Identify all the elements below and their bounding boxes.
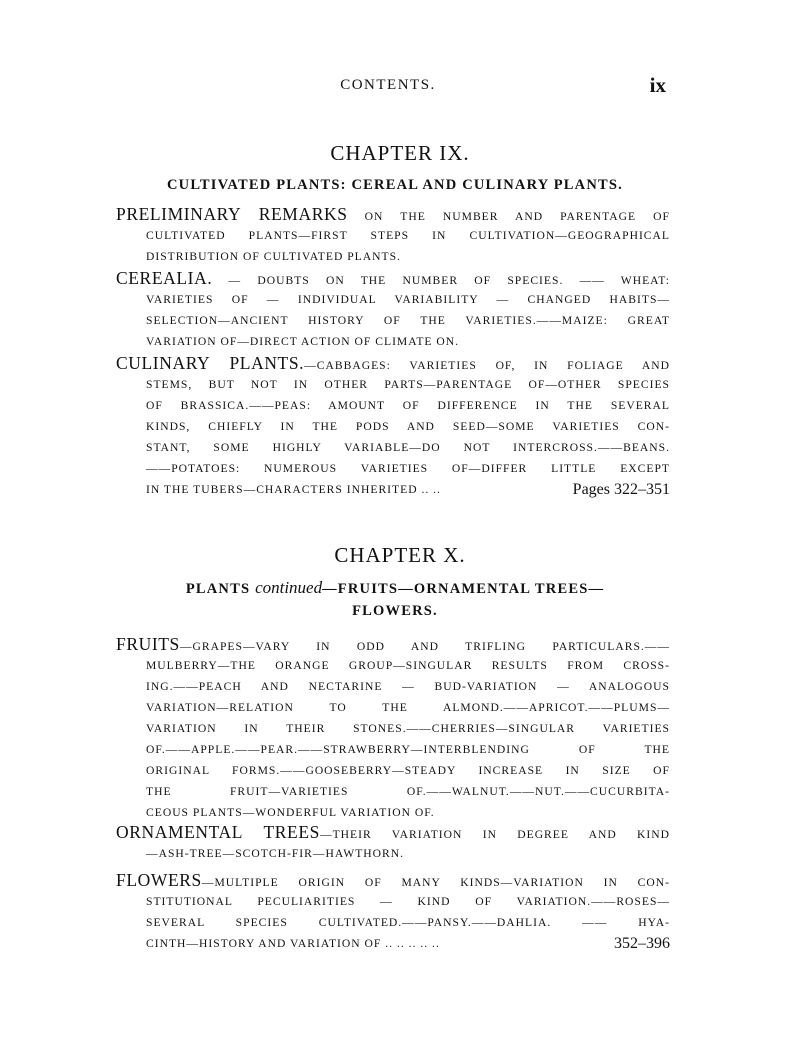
section-lead: FLOWERS — [116, 870, 202, 890]
page-number: ix — [649, 73, 666, 97]
section-text: VARIATION OF—DIRECT ACTION OF CLIMATE ON. — [146, 335, 460, 348]
section-fruits — [116, 634, 670, 823]
section-text: —CABBAGES: VARIETIES OF, IN FOLIAGE AND — [304, 359, 670, 372]
subtitle-italic: continued — [255, 578, 323, 597]
section-text: CEOUS PLANTS—WONDERFUL VARIATION OF. — [146, 806, 435, 819]
section-text: ING.——PEACH AND NECTARINE — BUD-VARIATION — ANALOGOUS — [146, 680, 670, 693]
chapter-10-heading: CHAPTER X. — [334, 543, 466, 567]
section-culinary-plants — [116, 353, 670, 500]
section-text: — DOUBTS ON THE NUMBER OF SPECIES. —— WHEAT: — [212, 274, 670, 287]
section-text: SELECTION—ANCIENT HISTORY OF THE VARIETIES.——MAIZE: GREAT — [146, 314, 670, 327]
section-lead: CULINARY PLANTS. — [116, 353, 305, 373]
section-text: MULBERRY—THE ORANGE GROUP—SINGULAR RESULTS FROM CROSS- — [146, 659, 670, 672]
section-text: VARIETIES OF — INDIVIDUAL VARIABILITY — CHANGED HABITS— — [146, 293, 670, 306]
section-lead: FRUITS — [116, 634, 180, 654]
subtitle-text: FLOWERS. — [352, 603, 438, 619]
section-text: OF.——APPLE.——PEAR.——STRAWBERRY—INTERBLENDING OF THE — [146, 743, 670, 756]
subtitle-text: —FRUITS—ORNAMENTAL TREES— — [322, 581, 605, 597]
section-text: ORIGINAL FORMS.——GOOSEBERRY—STEADY INCREASE IN SIZE OF — [146, 764, 670, 777]
section-text: VARIATION IN THEIR STONES.——CHERRIES—SINGULAR VARIETIES — [146, 722, 670, 735]
section-text: —ASH-TREE—SCOTCH-FIR—HAWTHORN. — [146, 847, 405, 860]
page-range: Pages 322–351 — [572, 481, 670, 498]
section-text: STANT, SOME HIGHLY VARIABLE—DO NOT INTERCROSS.——BEANS. — [146, 441, 670, 454]
section-text: OF BRASSICA.——PEAS: AMOUNT OF DIFFERENCE IN THE SEVERAL — [146, 399, 670, 412]
running-head-title: CONTENTS. — [340, 77, 436, 93]
section-text: —THEIR VARIATION IN DEGREE AND KIND — [319, 828, 670, 841]
section-text: SEVERAL SPECIES CULTIVATED.——PANSY.——DAHLIA. —— HYA- — [146, 916, 670, 929]
section-text: THE FRUIT—VARIETIES OF.——WALNUT.——NUT.——CUCURBITA- — [146, 785, 670, 798]
section-ornamental-trees — [116, 822, 670, 864]
section-text: STITUTIONAL PECULIARITIES — KIND OF VARIATION.——ROSES— — [146, 895, 670, 908]
section-lead: ORNAMENTAL TREES — [116, 822, 320, 842]
section-lead: PRELIMINARY REMARKS — [116, 204, 348, 224]
section-text: CINTH—HISTORY AND VARIATION OF .. .. .. .. .. — [146, 937, 440, 950]
section-text: KINDS, CHIEFLY IN THE PODS AND SEED—SOME VARIETIES CON- — [146, 420, 670, 433]
section-preliminary-remarks — [116, 204, 670, 267]
section-text: DISTRIBUTION OF CULTIVATED PLANTS. — [146, 250, 401, 263]
section-text: CULTIVATED PLANTS—FIRST STEPS IN CULTIVATION—GEOGRAPHICAL — [146, 229, 670, 242]
page-range: 352–396 — [614, 935, 670, 952]
section-text: VARIATION—RELATION TO THE ALMOND.——APRICOT.——PLUMS— — [146, 701, 670, 714]
section-text: —MULTIPLE ORIGIN OF MANY KINDS—VARIATION IN CON- — [201, 876, 670, 889]
section-text: ON THE NUMBER AND PARENTAGE OF — [347, 210, 670, 223]
chapter-10-subtitle — [120, 577, 670, 622]
chapter-9-heading: CHAPTER IX. — [330, 141, 470, 165]
running-head — [116, 73, 666, 101]
section-flowers — [116, 870, 670, 954]
chapter-9-subtitle: CULTIVATED PLANTS: CEREAL AND CULINARY PLANTS. — [167, 177, 623, 193]
section-text: ——POTATOES: NUMEROUS VARIETIES OF—DIFFER LITTLE EXCEPT — [146, 462, 670, 475]
subtitle-text: PLANTS — [185, 581, 256, 597]
section-text: —GRAPES—VARY IN ODD AND TRIFLING PARTICULARS.—— — [179, 640, 670, 653]
section-text: IN THE TUBERS—CHARACTERS INHERITED .. .. — [146, 483, 441, 496]
section-lead: CEREALIA. — [116, 268, 213, 288]
section-cerealia — [116, 268, 670, 352]
section-text: STEMS, BUT NOT IN OTHER PARTS—PARENTAGE OF—OTHER SPECIES — [146, 378, 670, 391]
